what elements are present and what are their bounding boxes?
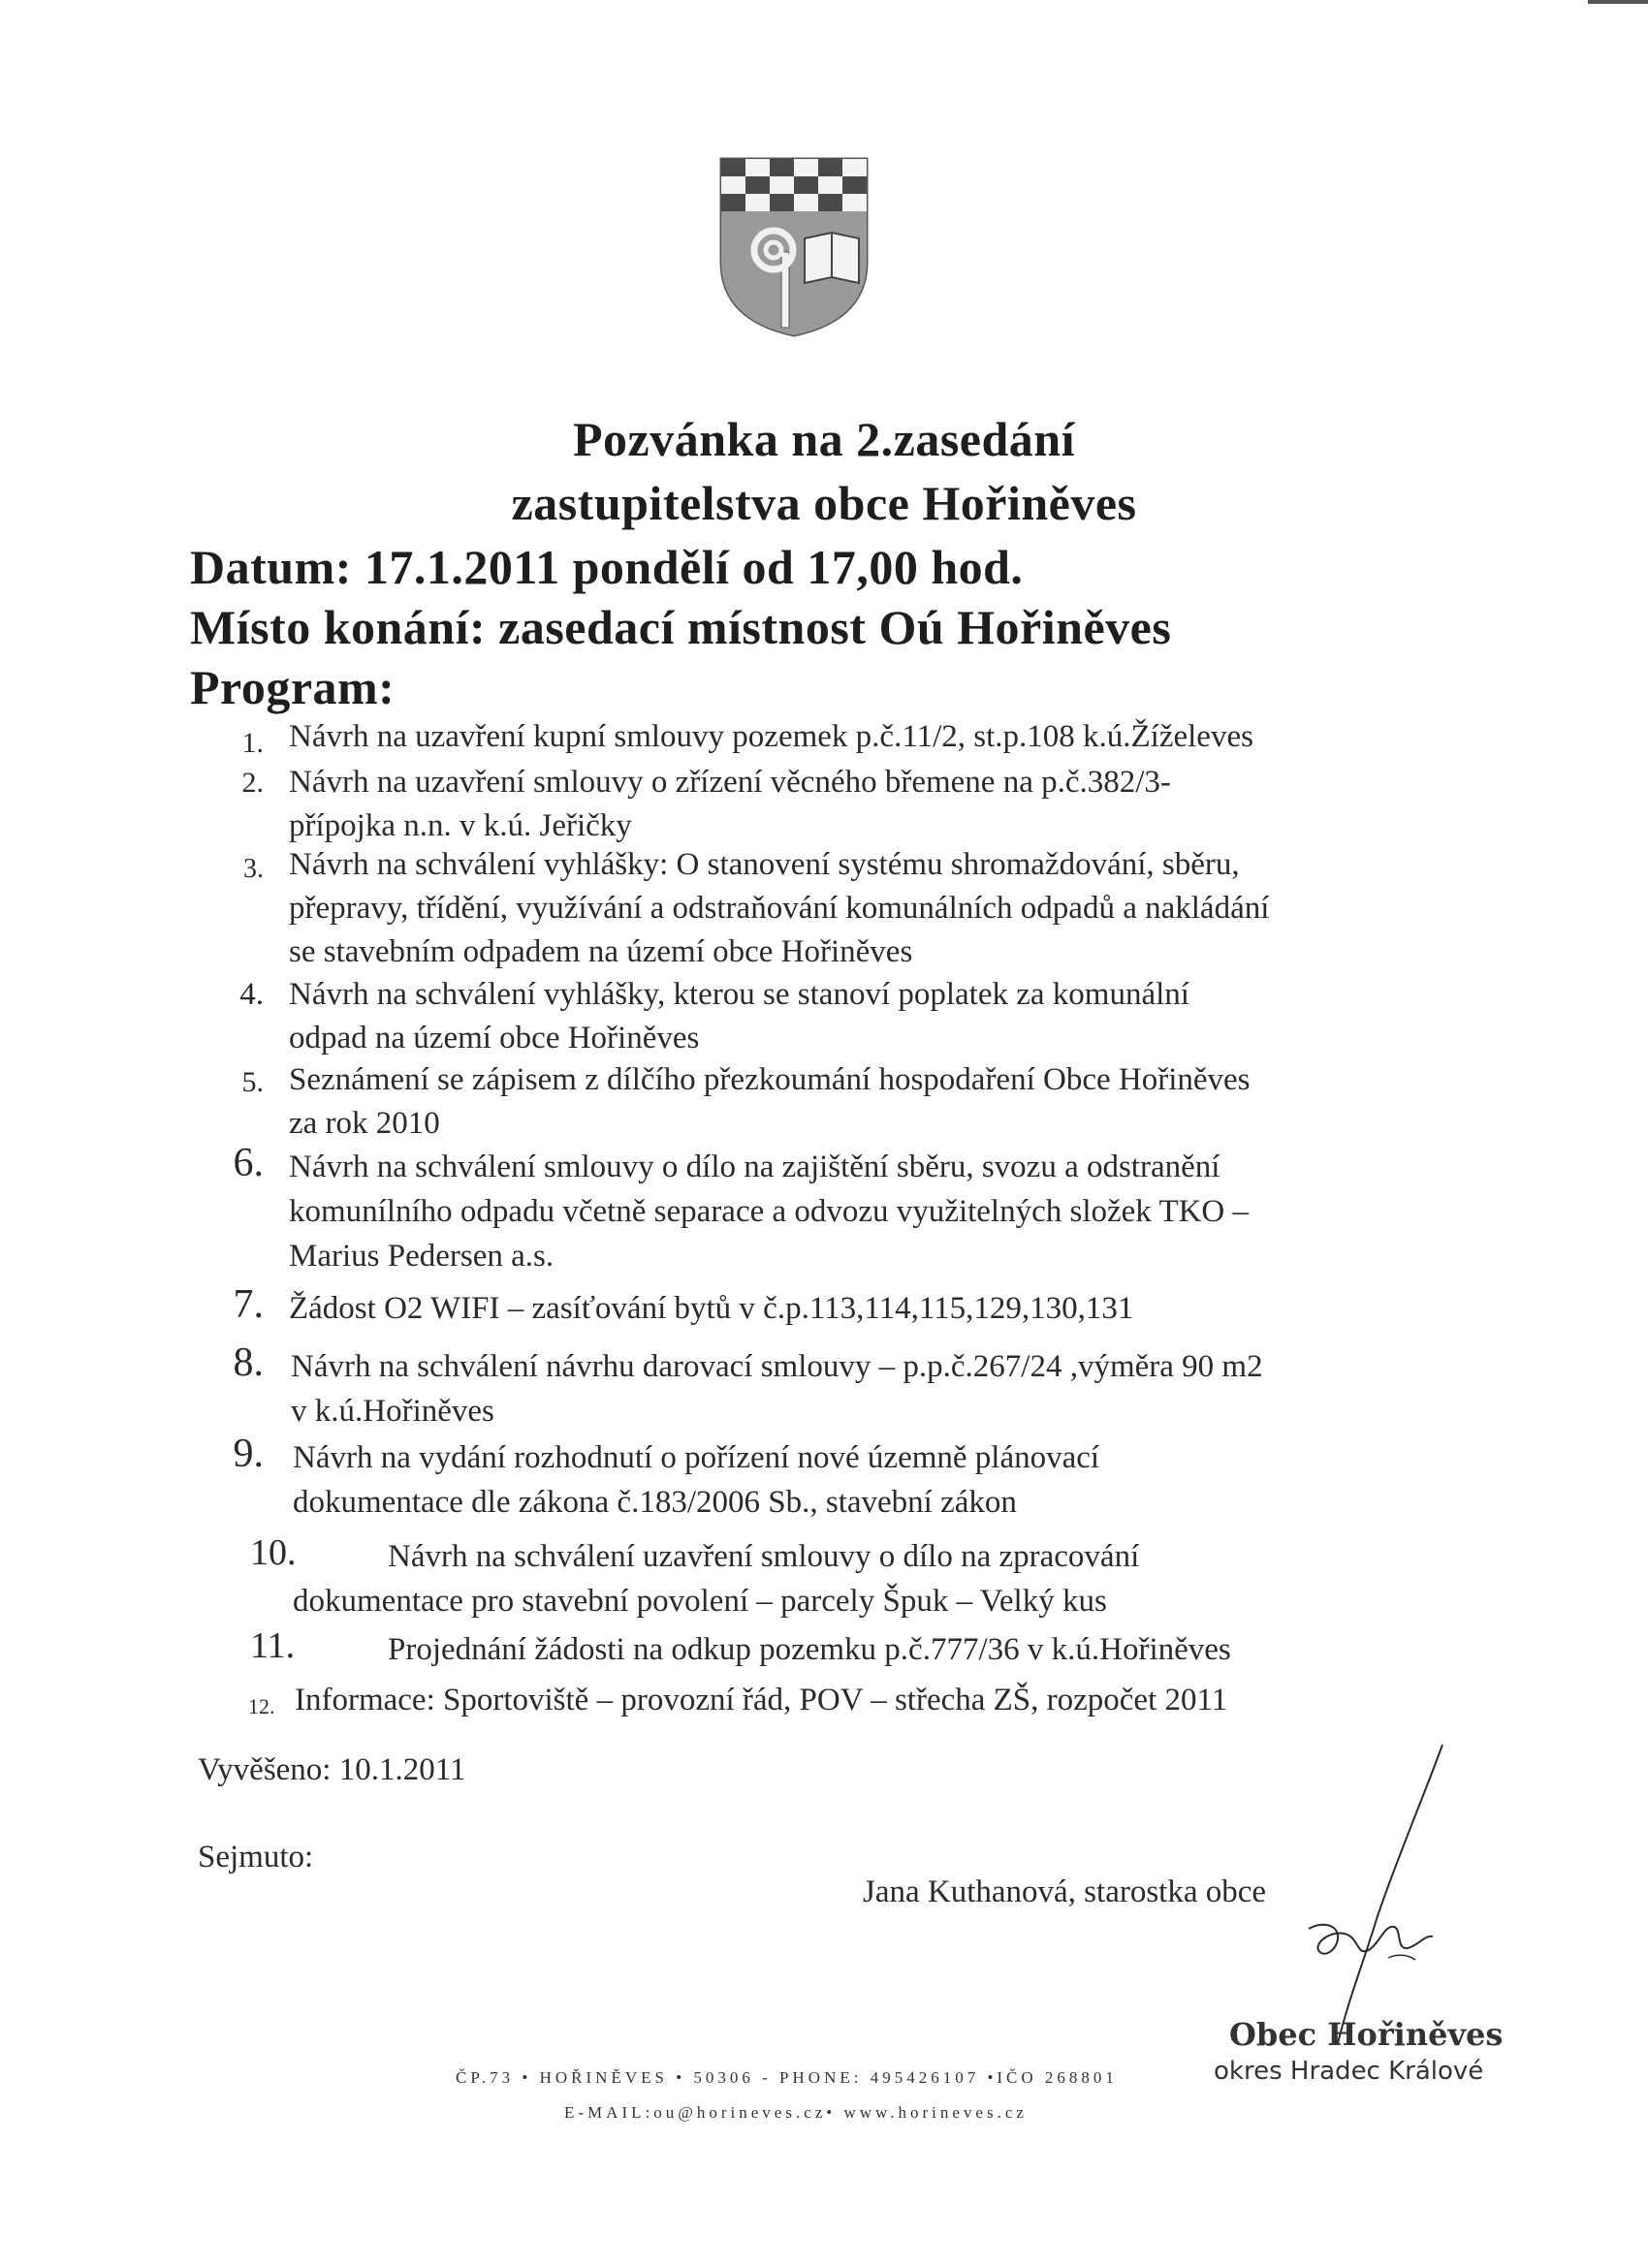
agenda-item-text: v k.ú.Hořiněves [291,1394,494,1429]
agenda-item-text: Projednání žádosti na odkup pozemku p.č.777/36 v k.ú.Hořiněves [388,1632,1231,1667]
agenda-item-text: Žádost O2 WIFI – zasíťování bytů v č.p.113,114,115,129,130,131 [289,1291,1134,1326]
agenda-item-text: Návrh na schválení uzavření smlouvy o dílo na zpracování [388,1539,1140,1574]
agenda-item-text: Návrh na schválení vyhlášky: O stanovení systému shromaždování, sběru, [289,847,1240,882]
agenda-item-number: 6. [233,1141,264,1185]
agenda-item-text: přípojka n.n. v k.ú. Jeřičky [289,808,632,843]
agenda-item-number: 11. [250,1625,296,1666]
agenda-item-text: Seznámení se zápisem z dílčího přezkoumání hospodaření Obce Hořiněves [289,1062,1251,1097]
agenda-item-number: 7. [233,1282,264,1327]
stamp-region: okres Hradec Králové [1214,2057,1484,2086]
handwritten-signature [1280,1735,1464,2055]
agenda-item-number: 1. [241,727,264,759]
agenda-item-text: Návrh na schválení smlouvy o dílo na zajištění sběru, svozu a odstranění [289,1150,1220,1184]
removed-date: Sejmuto: [198,1840,314,1874]
agenda-item-number: 9. [233,1432,264,1476]
agenda-item-text: Návrh na uzavření smlouvy o zřízení věcného břemene na p.č.382/3- [289,765,1171,800]
agenda-item-text: za rok 2010 [289,1106,440,1141]
agenda-item-text: Návrh na vydání rozhodnutí o pořízení nové územně plánovací [293,1440,1100,1475]
agenda-item-text: dokumentace pro stavební povolení – parcely Špuk – Velký kus [293,1584,1107,1619]
agenda-item-text: komunílního odpadu včetně separace a odvozu využitelných složek TKO – [289,1194,1250,1229]
agenda-item-text: Návrh na uzavření kupní smlouvy pozemek p.č.11/2, st.p.108 k.ú.Žíželeves [289,719,1253,754]
footer-contact: E-MAIL:ou@horineves.cz• www.horineves.cz [564,2103,1028,2122]
agenda-item-text: Návrh na schválení vyhlášky, kterou se stanoví poplatek za komunální [289,977,1189,1012]
meeting-place: Místo konání: zasedací místnost Oú Hořiněves [190,600,1172,654]
agenda-item-text: Informace: Sportoviště – provozní řád, POV – střecha ZŠ, rozpočet 2011 [295,1683,1228,1717]
agenda-item-number: 3. [243,854,264,884]
program-heading: Program: [190,660,396,714]
agenda-item-number: 2. [241,767,264,799]
agenda-item-number: 8. [233,1340,264,1385]
agenda-item-text: se stavebním odpadem na území obce Hořiněves [289,934,913,969]
agenda-item-text: dokumentace dle zákona č.183/2006 Sb., stavební zákon [293,1485,1017,1520]
agenda-item-text: Marius Pedersen a.s. [289,1239,555,1274]
agenda-item-number: 4. [239,977,264,1012]
agenda-item-text: Návrh na schválení návrhu darovací smlouvy – p.p.č.267/24 ,výměra 90 m2 [291,1349,1263,1384]
signer-name: Jana Kuthanová, starostka obce [863,1874,1267,1909]
agenda-item-number: 5. [241,1066,264,1098]
agenda-item-number: 12. [248,1694,275,1718]
posted-date: Vyvěšeno: 10.1.2011 [198,1752,466,1787]
agenda-item-text: přepravy, třídění, využívání a odstraňování komunálních odpadů a nakládání [289,891,1270,926]
invitation-title-line1: Pozvánka na 2.zasedání [572,412,1075,466]
meeting-date: Datum: 17.1.2011 pondělí od 17,00 hod. [190,540,1024,594]
footer-address: ČP.73 • HOŘINĚVES • 50306 - PHONE: 495426107 •IČO 268801 [456,2068,1118,2087]
agenda-item-text: odpad na území obce Hořiněves [289,1021,700,1055]
invitation-title-line2: zastupitelstva obce Hořiněves [511,476,1137,530]
agenda-item-number: 10. [250,1532,297,1573]
stamp-municipality: Obec Hořiněves [1229,2016,1504,2053]
